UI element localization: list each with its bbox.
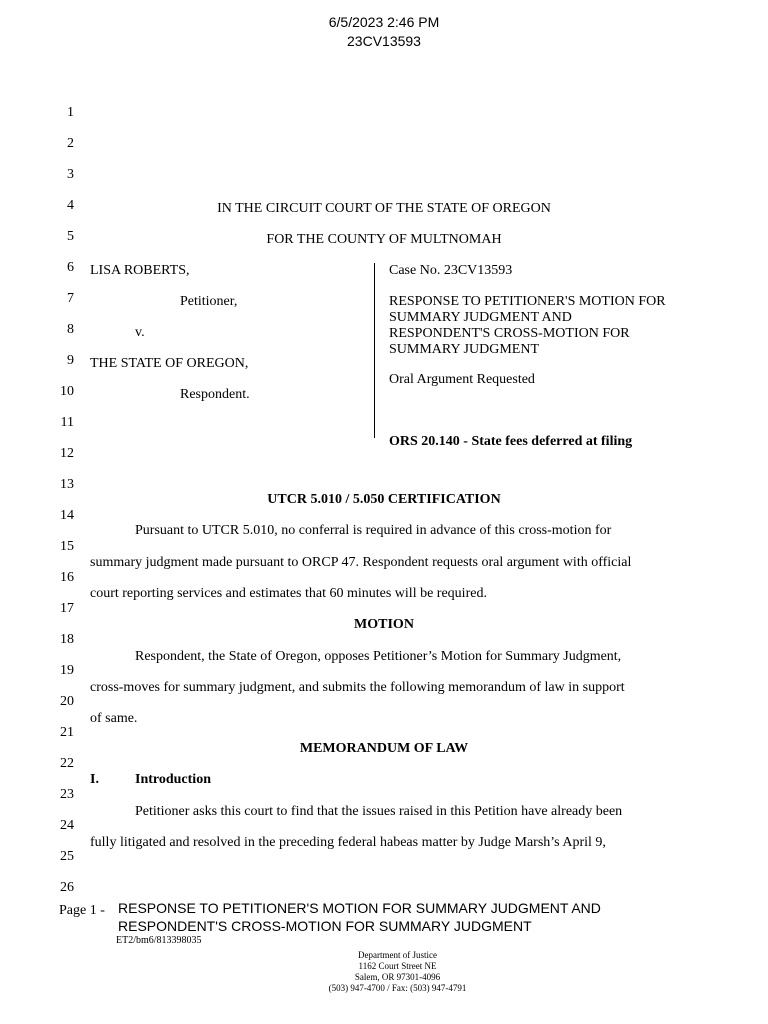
line-number: 6	[67, 260, 74, 275]
page-label: Page 1 -	[59, 903, 105, 918]
line-number: 5	[67, 229, 74, 244]
section-number: I.	[90, 772, 99, 787]
line-number: 18	[60, 632, 74, 647]
petitioner-role: Petitioner,	[180, 294, 238, 309]
body-line: fully litigated and resolved in the preceding federal habeas matter by Judge Marsh’s April 9,	[90, 835, 606, 850]
line-number: 7	[67, 291, 74, 306]
line-number: 2	[67, 136, 74, 151]
document-title	[389, 294, 666, 358]
body-line: of same.	[90, 711, 138, 726]
department-line: Department of Justice	[358, 950, 437, 960]
line-number: 23	[60, 787, 74, 802]
document-title-line: RESPONDENT'S CROSS-MOTION FOR	[389, 326, 630, 341]
line-number: 19	[60, 663, 74, 678]
stamp-case-number: 23CV13593	[347, 33, 421, 49]
document-title-line: RESPONSE TO PETITIONER'S MOTION FOR	[389, 294, 666, 309]
body-line: Petitioner asks this court to find that the issues raised in this Petition have already been	[135, 804, 623, 819]
certification-heading: UTCR 5.010 / 5.050 CERTIFICATION	[267, 492, 501, 507]
motion-heading: MOTION	[354, 617, 414, 632]
line-number: 21	[60, 725, 74, 740]
body-line: Pursuant to UTCR 5.010, no conferral is required in advance of this cross-motion for	[135, 523, 612, 538]
versus: v.	[135, 325, 145, 340]
line-number: 24	[60, 818, 74, 833]
department-line: 1162 Court Street NE	[358, 961, 437, 971]
court-name: IN THE CIRCUIT COURT OF THE STATE OF OREGON	[217, 201, 551, 216]
document-title-line: SUMMARY JUDGMENT AND	[389, 310, 572, 325]
line-number: 10	[60, 384, 74, 399]
line-number: 15	[60, 539, 74, 554]
line-number: 8	[67, 322, 74, 337]
petitioner-name: LISA ROBERTS,	[90, 263, 190, 278]
body-line: summary judgment made pursuant to ORCP 47. Respondent requests oral argument with official	[90, 555, 632, 570]
line-number: 20	[60, 694, 74, 709]
fees-deferred-note: ORS 20.140 - State fees deferred at filing	[389, 434, 633, 449]
county-name: FOR THE COUNTY OF MULTNOMAH	[266, 232, 502, 247]
line-number: 4	[67, 198, 74, 213]
line-number: 11	[60, 415, 74, 430]
line-number: 17	[60, 601, 74, 616]
line-number: 13	[60, 477, 74, 492]
line-number: 12	[60, 446, 74, 461]
line-number: 14	[60, 508, 74, 523]
line-number: 25	[60, 849, 74, 864]
line-number: 3	[67, 167, 74, 182]
filing-timestamp: 6/5/2023 2:46 PM	[328, 14, 440, 30]
memorandum-heading: MEMORANDUM OF LAW	[299, 741, 469, 756]
caption-divider	[374, 263, 375, 438]
body-line: Respondent, the State of Oregon, opposes Petitioner’s Motion for Summary Judgment,	[135, 649, 622, 664]
body-line: cross-moves for summary judgment, and submits the following memorandum of law in support	[90, 680, 625, 695]
line-number: 16	[60, 570, 74, 585]
line-number: 22	[60, 756, 74, 771]
oral-argument-note: Oral Argument Requested	[389, 372, 535, 387]
line-number: 9	[67, 353, 74, 368]
department-line: (503) 947-4700 / Fax: (503) 947-4791	[328, 983, 467, 993]
document-title-line: SUMMARY JUDGMENT	[389, 342, 540, 357]
footer-title-line: RESPONSE TO PETITIONER'S MOTION FOR SUMMARY JUDGMENT AND	[118, 900, 601, 916]
document-id: ET2/bm6/813398035	[116, 935, 202, 946]
department-address	[250, 950, 545, 994]
line-number: 26	[60, 880, 74, 895]
respondent-name: THE STATE OF OREGON,	[90, 356, 249, 371]
section-title: Introduction	[135, 772, 211, 787]
case-number: Case No. 23CV13593	[389, 263, 513, 278]
department-line: Salem, OR 97301-4096	[354, 972, 441, 982]
footer-title-line: RESPONDENT'S CROSS-MOTION FOR SUMMARY JUDGMENT	[118, 918, 532, 934]
line-number: 1	[67, 105, 74, 120]
respondent-role: Respondent.	[180, 387, 250, 402]
body-line: court reporting services and estimates that 60 minutes will be required.	[90, 586, 487, 601]
